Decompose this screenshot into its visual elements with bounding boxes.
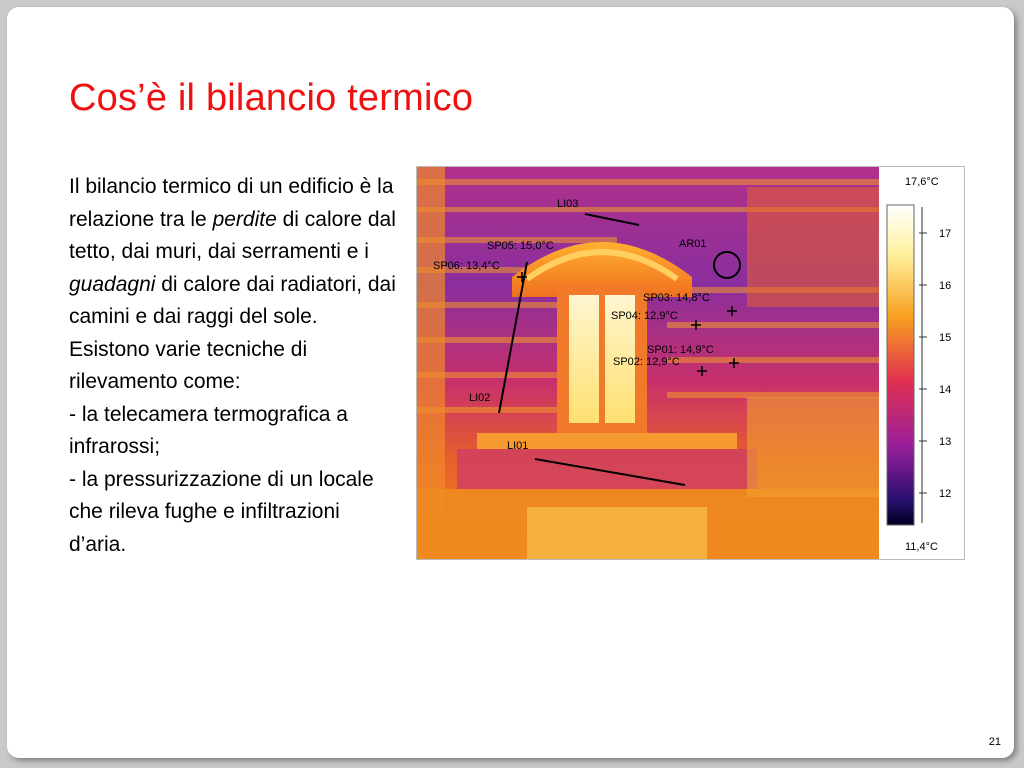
list-item-pressurizzazione: - la pressurizzazione di un locale che rileva fughe e infiltrazioni d’aria.: [69, 467, 374, 556]
scale-tick-17: 17: [939, 228, 952, 240]
scale-tick-12: 12: [939, 488, 952, 500]
scale-min-label: 11,4°C: [905, 541, 938, 553]
thermal-picture: [417, 167, 879, 559]
slide-title: Cos’è il bilancio termico: [69, 77, 474, 119]
label-li02: LI02: [469, 392, 491, 404]
label-sp05: SP05: 15,0°C: [487, 240, 554, 252]
scale-tick-13: 13: [939, 436, 952, 448]
label-sp04: SP04: 12,9°C: [611, 310, 678, 322]
text-segment: di calore dal tetto, dai muri, dai serramenti e i: [69, 207, 396, 263]
slide: [7, 7, 1014, 758]
emphasis-perdite: perdite: [212, 207, 277, 231]
paragraph-bilancio: [69, 171, 399, 334]
label-sp06: SP06: 13,4°C: [433, 260, 500, 272]
scale-max-label: 17,6°C: [905, 176, 939, 188]
scale-tick-14: 14: [939, 384, 952, 396]
slide-body: [69, 171, 399, 561]
scale-tick-15: 15: [939, 332, 952, 344]
text-segment: Il bilancio termico di un edificio è la relazione tra le: [69, 175, 394, 231]
text-segment: di calore dai radiatori, dai camini e dai raggi del sole.: [69, 272, 396, 328]
paragraph-tecniche: Esistono varie tecniche di rilevamento come:: [69, 337, 308, 393]
label-sp03: SP03: 14,8°C: [643, 292, 710, 304]
label-sp01: SP01: 14,9°C: [647, 344, 714, 356]
label-sp02: SP02: 12,9°C: [613, 356, 680, 368]
thermal-image: [416, 166, 965, 560]
temperature-scale: [879, 167, 964, 559]
list-item-telecamera: - la telecamera termografica a infrarossi;: [69, 402, 348, 458]
emphasis-guadagni: guadagni: [69, 272, 156, 296]
page-number: 21: [988, 736, 1001, 748]
scale-tick-16: 16: [939, 280, 952, 292]
label-li01: LI01: [507, 440, 529, 452]
label-ar01: AR01: [679, 238, 707, 250]
thermogram-svg: [417, 167, 964, 559]
label-li03: LI03: [557, 198, 579, 210]
